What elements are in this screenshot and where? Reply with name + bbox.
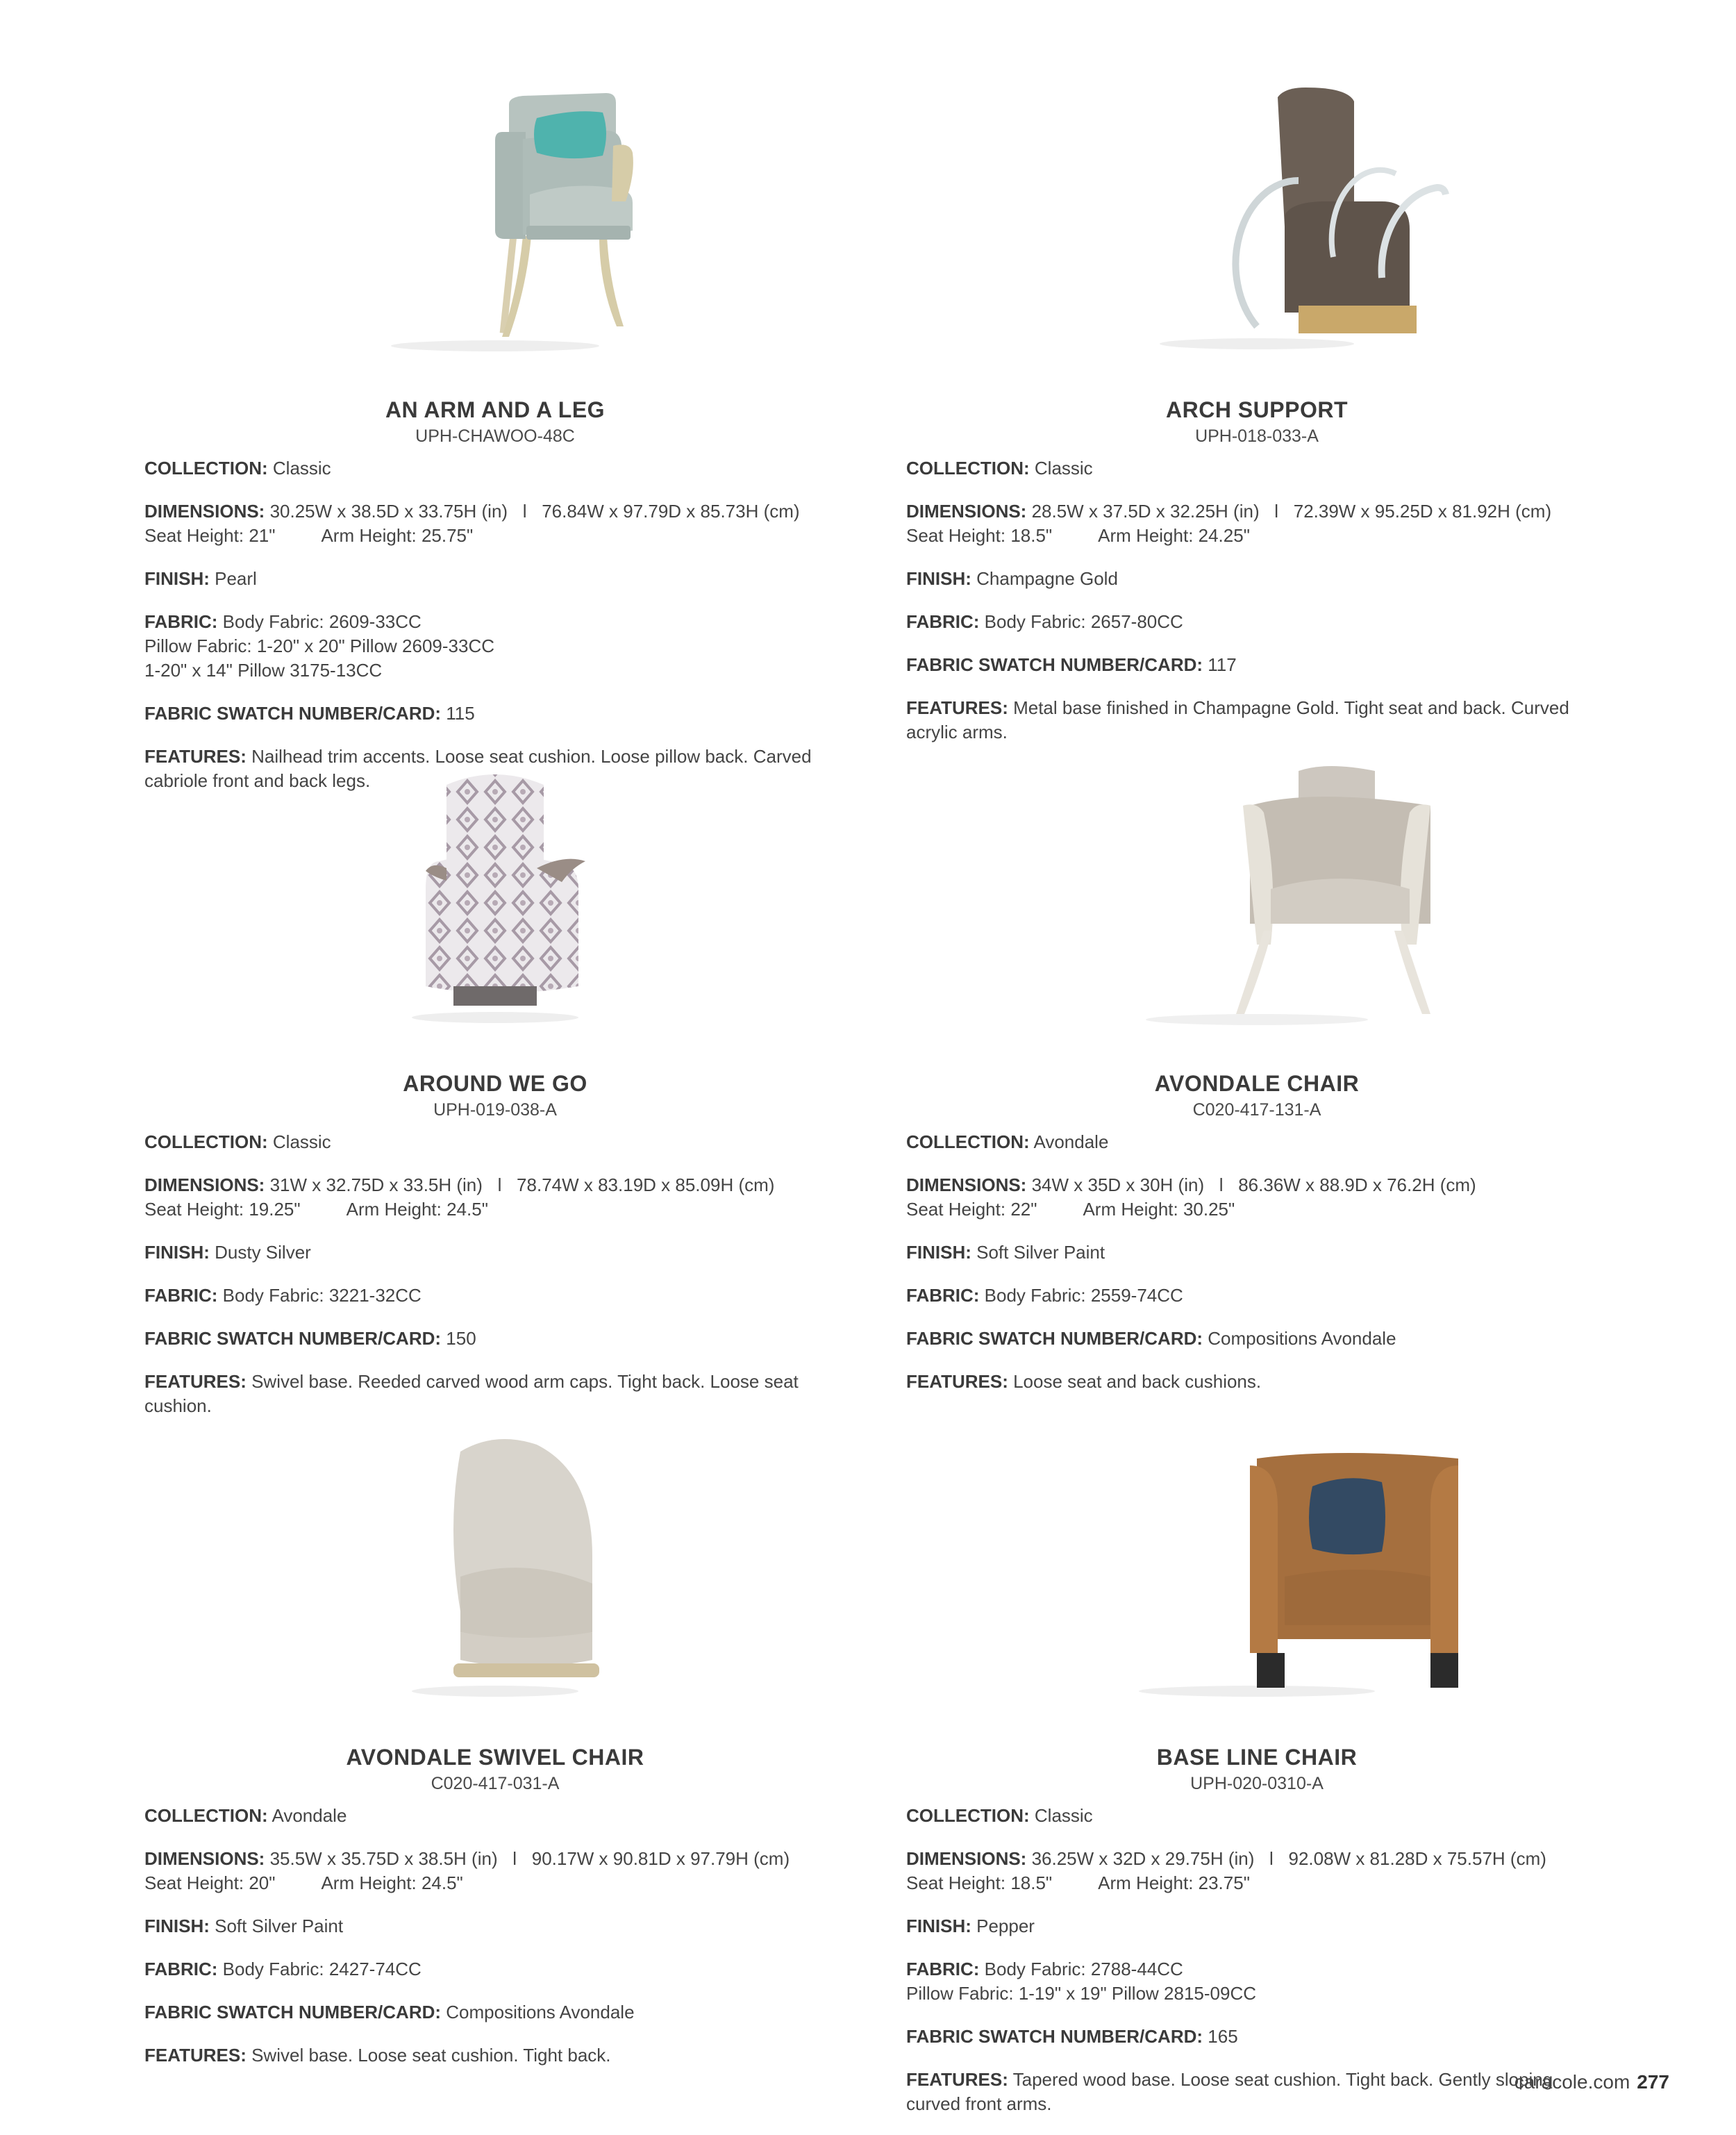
features-spec <box>906 2068 1608 2116</box>
product-card <box>144 750 846 1437</box>
finish-label: FINISH: <box>144 1916 210 1936</box>
swatch-value: Compositions Avondale <box>1208 1328 1396 1349</box>
fabric-spec <box>906 610 1608 634</box>
product-card <box>906 76 1608 763</box>
dimensions-label: DIMENSIONS: <box>144 1174 265 1195</box>
collection-label: COLLECTION: <box>144 1805 268 1826</box>
fabric-spec <box>144 610 846 683</box>
features-label: FEATURES: <box>906 697 1008 718</box>
collection-value: Avondale <box>272 1805 347 1826</box>
finish-spec <box>144 1240 846 1265</box>
arm-height: Arm Height: 24.5" <box>321 1872 463 1893</box>
fabric-spec <box>906 1957 1608 2006</box>
seat-height: Seat Height: 21" <box>144 525 276 546</box>
arm-height: Arm Height: 24.25" <box>1098 525 1250 546</box>
fabric-line: 1-20" x 14" Pillow 3175-13CC <box>144 660 383 681</box>
arm-height: Arm Height: 23.75" <box>1098 1872 1250 1893</box>
collection-spec <box>906 1130 1608 1154</box>
product-name: AN ARM AND A LEG <box>385 397 606 422</box>
product-sku: UPH-018-033-A <box>1195 426 1319 446</box>
dimensions-spec <box>906 1847 1608 1895</box>
seat-height: Seat Height: 20" <box>144 1872 276 1893</box>
features-value: Loose seat and back cushions. <box>1013 1371 1262 1392</box>
collection-value: Classic <box>1034 458 1093 479</box>
fabric-spec <box>906 1284 1608 1308</box>
chair-illustration <box>287 1424 703 1702</box>
dimensions-spec <box>144 1173 846 1222</box>
features-value: Metal base finished in Champagne Gold. Tight seat and back. Curved acrylic arms. <box>906 697 1569 742</box>
dimensions-spec <box>144 1847 846 1895</box>
finish-value: Champagne Gold <box>976 568 1118 589</box>
fabric-line: Body Fabric: 2427-74CC <box>222 1959 422 1979</box>
page-number: 277 <box>1637 2071 1669 2093</box>
features-spec <box>144 2043 846 2068</box>
chair-illustration <box>287 76 703 354</box>
finish-label: FINISH: <box>144 568 210 589</box>
features-spec <box>906 696 1608 745</box>
product-name: ARCH SUPPORT <box>1165 397 1348 422</box>
product-card <box>906 750 1608 1413</box>
collection-label: COLLECTION: <box>144 1131 268 1152</box>
arm-height: Arm Height: 24.5" <box>346 1199 488 1220</box>
dimensions-spec <box>144 499 846 548</box>
collection-spec <box>144 1130 846 1154</box>
features-value: Nailhead trim accents. Loose seat cushion. Loose pillow back. Carved cabriole front and back legs. <box>144 746 812 791</box>
dimensions-value: 35.5W x 35.75D x 38.5H (in) l 90.17W x 90.81D x 97.79H (cm) <box>269 1848 790 1869</box>
collection-spec <box>906 456 1608 481</box>
dimensions-value: 28.5W x 37.5D x 32.25H (in) l 72.39W x 95.25D x 81.92H (cm) <box>1031 501 1552 522</box>
features-label: FEATURES: <box>144 1371 247 1392</box>
chair-illustration <box>287 750 703 1028</box>
arm-height: Arm Height: 25.75" <box>321 525 474 546</box>
swatch-spec <box>906 1327 1608 1351</box>
product-card <box>144 1424 846 2086</box>
product-name: AVONDALE CHAIR <box>1154 1071 1360 1096</box>
swatch-spec <box>144 1327 846 1351</box>
features-value: Swivel base. Loose seat cushion. Tight back. <box>251 2045 611 2066</box>
product-image-arch-support <box>1049 76 1465 354</box>
dimensions-value: 36.25W x 32D x 29.75H (in) l 92.08W x 81.28D x 75.57H (cm) <box>1031 1848 1546 1869</box>
finish-label: FINISH: <box>906 1916 971 1936</box>
product-name: AROUND WE GO <box>403 1071 587 1096</box>
swatch-label: FABRIC SWATCH NUMBER/CARD: <box>144 2002 442 2022</box>
features-label: FEATURES: <box>906 1371 1008 1392</box>
fabric-label: FABRIC: <box>144 1285 218 1306</box>
features-value: Tapered wood base. Loose seat cushion. Tight back. Gently sloping curved front arms. <box>906 2069 1553 2114</box>
swatch-value: 117 <box>1208 654 1237 675</box>
dimensions-spec <box>906 1173 1608 1222</box>
dimensions-label: DIMENSIONS: <box>906 1174 1027 1195</box>
collection-value: Avondale <box>1033 1131 1109 1152</box>
finish-value: Pearl <box>215 568 257 589</box>
collection-value: Classic <box>272 1131 331 1152</box>
collection-value: Classic <box>272 458 331 479</box>
swatch-spec <box>906 653 1608 677</box>
product-image-avondale-swivel-chair <box>287 1424 703 1702</box>
features-label: FEATURES: <box>906 2069 1008 2090</box>
finish-spec <box>144 567 846 591</box>
seat-height: Seat Height: 19.25" <box>144 1199 301 1220</box>
swatch-value: 115 <box>446 703 475 724</box>
dimensions-spec <box>906 499 1608 548</box>
finish-value: Soft Silver Paint <box>976 1242 1105 1263</box>
swatch-spec <box>906 2025 1608 2049</box>
product-sku: UPH-020-0310-A <box>1190 1774 1324 1793</box>
finish-label: FINISH: <box>906 568 971 589</box>
features-label: FEATURES: <box>144 746 247 767</box>
product-sku: C020-417-131-A <box>1192 1100 1321 1120</box>
product-sku: UPH-019-038-A <box>433 1100 557 1120</box>
collection-label: COLLECTION: <box>906 1131 1030 1152</box>
features-value: Swivel base. Reeded carved wood arm caps. Tight back. Loose seat cushion. <box>144 1371 799 1416</box>
collection-spec <box>906 1804 1608 1828</box>
swatch-label: FABRIC SWATCH NUMBER/CARD: <box>906 1328 1203 1349</box>
swatch-spec <box>144 2000 846 2025</box>
fabric-label: FABRIC: <box>906 1959 980 1979</box>
product-card <box>906 1424 1608 2135</box>
fabric-spec <box>144 1284 846 1308</box>
fabric-label: FABRIC: <box>906 1285 980 1306</box>
swatch-spec <box>144 701 846 726</box>
chair-illustration <box>1049 1424 1465 1702</box>
seat-height: Seat Height: 22" <box>906 1199 1037 1220</box>
product-image-base-line-chair <box>1049 1424 1465 1702</box>
finish-value: Dusty Silver <box>215 1242 311 1263</box>
fabric-spec <box>144 1957 846 1982</box>
dimensions-label: DIMENSIONS: <box>144 1848 265 1869</box>
swatch-value: 165 <box>1208 2026 1238 2047</box>
finish-value: Soft Silver Paint <box>215 1916 344 1936</box>
collection-label: COLLECTION: <box>906 1805 1030 1826</box>
product-image-around-we-go <box>287 750 703 1028</box>
fabric-line: Pillow Fabric: 1-20" x 20" Pillow 2609-33CC <box>144 635 495 656</box>
product-name: AVONDALE SWIVEL CHAIR <box>346 1745 644 1770</box>
seat-height: Seat Height: 18.5" <box>906 525 1053 546</box>
finish-label: FINISH: <box>906 1242 971 1263</box>
fabric-line: Body Fabric: 3221-32CC <box>222 1285 422 1306</box>
swatch-label: FABRIC SWATCH NUMBER/CARD: <box>144 1328 442 1349</box>
finish-spec <box>906 567 1608 591</box>
product-card <box>144 76 846 812</box>
dimensions-label: DIMENSIONS: <box>906 1848 1027 1869</box>
product-sku: C020-417-031-A <box>431 1774 560 1793</box>
fabric-label: FABRIC: <box>144 1959 218 1979</box>
swatch-value: 150 <box>446 1328 476 1349</box>
dimensions-value: 34W x 35D x 30H (in) l 86.36W x 88.9D x 76.2H (cm) <box>1031 1174 1476 1195</box>
features-spec <box>144 1370 846 1418</box>
dimensions-label: DIMENSIONS: <box>906 501 1027 522</box>
collection-label: COLLECTION: <box>906 458 1030 479</box>
fabric-label: FABRIC: <box>906 611 980 632</box>
fabric-line: Body Fabric: 2609-33CC <box>222 611 422 632</box>
chair-illustration <box>1049 750 1465 1028</box>
finish-spec <box>906 1240 1608 1265</box>
swatch-label: FABRIC SWATCH NUMBER/CARD: <box>906 654 1203 675</box>
product-image-avondale-chair <box>1049 750 1465 1028</box>
dimensions-label: DIMENSIONS: <box>144 501 265 522</box>
swatch-label: FABRIC SWATCH NUMBER/CARD: <box>906 2026 1203 2047</box>
swatch-value: Compositions Avondale <box>446 2002 635 2022</box>
chair-illustration <box>1049 76 1465 354</box>
finish-label: FINISH: <box>144 1242 210 1263</box>
dimensions-value: 30.25W x 38.5D x 33.75H (in) l 76.84W x 97.79D x 85.73H (cm) <box>269 501 800 522</box>
collection-spec <box>144 1804 846 1828</box>
product-name: BASE LINE CHAIR <box>1156 1745 1358 1770</box>
dimensions-value: 31W x 32.75D x 33.5H (in) l 78.74W x 83.19D x 85.09H (cm) <box>269 1174 775 1195</box>
arm-height: Arm Height: 30.25" <box>1083 1199 1235 1220</box>
fabric-line: Pillow Fabric: 1-19" x 19" Pillow 2815-09CC <box>906 1983 1257 2004</box>
finish-spec <box>144 1914 846 1938</box>
features-spec <box>906 1370 1608 1394</box>
product-sku: UPH-CHAWOO-48C <box>415 426 575 446</box>
collection-label: COLLECTION: <box>144 458 268 479</box>
footer-site-link[interactable]: caracole.com <box>1514 2071 1630 2093</box>
fabric-line: Body Fabric: 2559-74CC <box>984 1285 1183 1306</box>
seat-height: Seat Height: 18.5" <box>906 1872 1053 1893</box>
page-footer <box>1514 2071 1669 2093</box>
finish-value: Pepper <box>976 1916 1035 1936</box>
collection-spec <box>144 456 846 481</box>
collection-value: Classic <box>1034 1805 1093 1826</box>
features-label: FEATURES: <box>144 2045 247 2066</box>
fabric-line: Body Fabric: 2657-80CC <box>984 611 1183 632</box>
product-image-an-arm-and-a-leg <box>287 76 703 354</box>
finish-spec <box>906 1914 1608 1938</box>
fabric-label: FABRIC: <box>144 611 218 632</box>
swatch-label: FABRIC SWATCH NUMBER/CARD: <box>144 703 442 724</box>
fabric-line: Body Fabric: 2788-44CC <box>984 1959 1183 1979</box>
